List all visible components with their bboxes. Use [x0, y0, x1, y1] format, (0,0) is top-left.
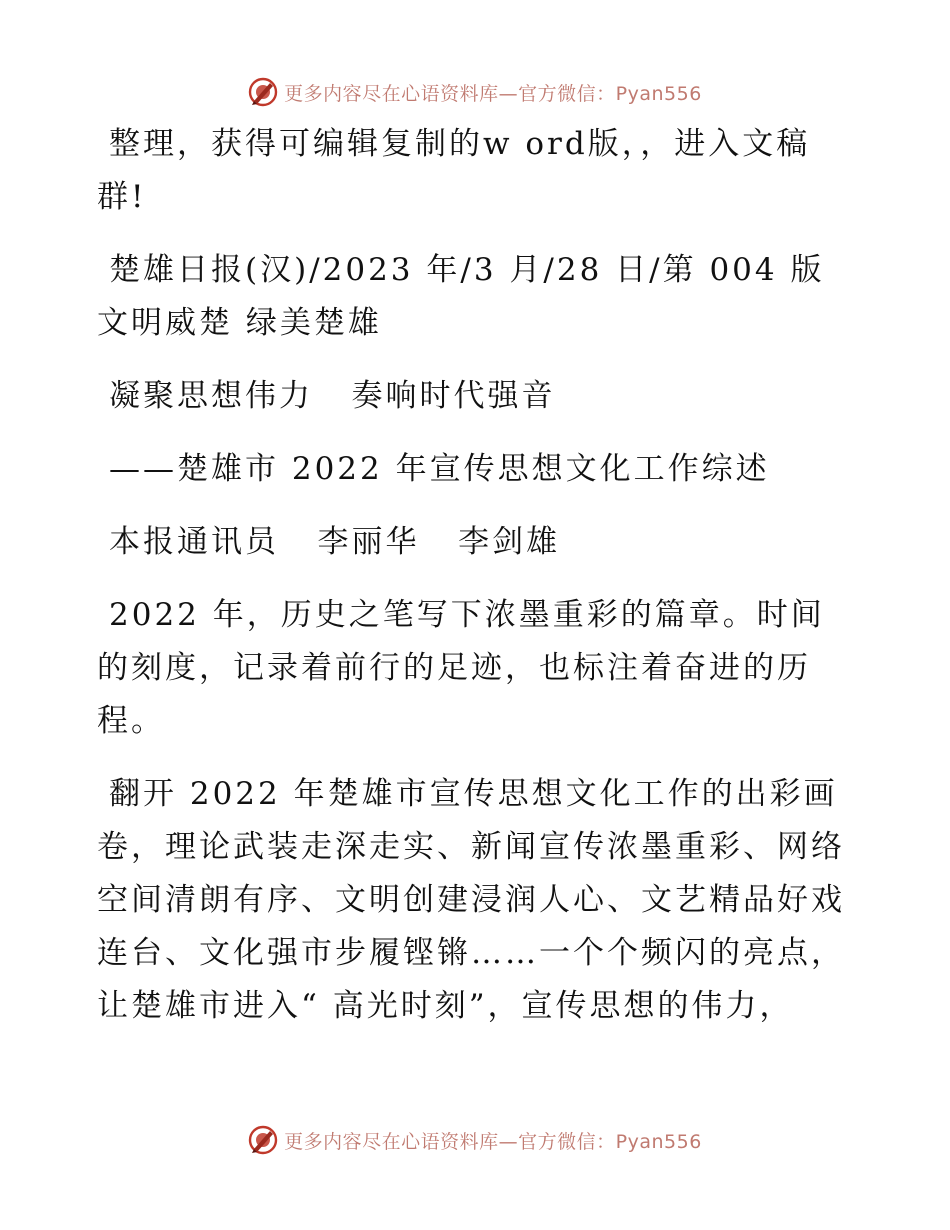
pen-logo-icon [248, 1125, 278, 1155]
watermark-label: 更多内容尽在心语资料库—官方微信： [284, 82, 616, 105]
header-watermark [0, 72, 950, 112]
watermark-id: Pyan556 [615, 1130, 702, 1153]
article-subtitle: ——楚雄市 2022 年宣传思想文化工作综述 [109, 451, 770, 487]
pen-logo-icon [248, 77, 278, 107]
byline: 本报通讯员 李丽华 李剑雄 [109, 524, 561, 560]
paragraph: 2022 年，历史之笔写下浓墨重彩的篇章。时间的刻度，记录着前行的足迹，也标注着奋进的历程。 [97, 597, 825, 739]
paragraph: 楚雄日报(汉)/2023 年/3 月/28 日/第 004 版文明威楚 绿美楚雄 [97, 252, 825, 341]
paragraph: 翻开 2022 年楚雄市宣传思想文化工作的出彩画卷，理论武装走深走实、新闻宣传浓墨重彩、网络空间清朗有序、文明创建浸润人心、文艺精品好戏连台、文化强市步履铿锵……一个个频闪的亮点，让楚雄市进入“ 高光时刻”，宣传思想的伟力， [97, 776, 845, 1024]
article-title: 凝聚思想伟力 奏响时代强音 [109, 378, 556, 414]
watermark-label: 更多内容尽在心语资料库—官方微信： [284, 1130, 616, 1153]
watermark-text [284, 1127, 702, 1154]
watermark-text [284, 79, 702, 106]
footer-watermark [0, 1120, 950, 1160]
document-body [97, 118, 857, 1053]
paragraph: 整理，获得可编辑复制的w ord版，，进入文稿群! [97, 126, 811, 215]
watermark-id: Pyan556 [615, 82, 702, 105]
